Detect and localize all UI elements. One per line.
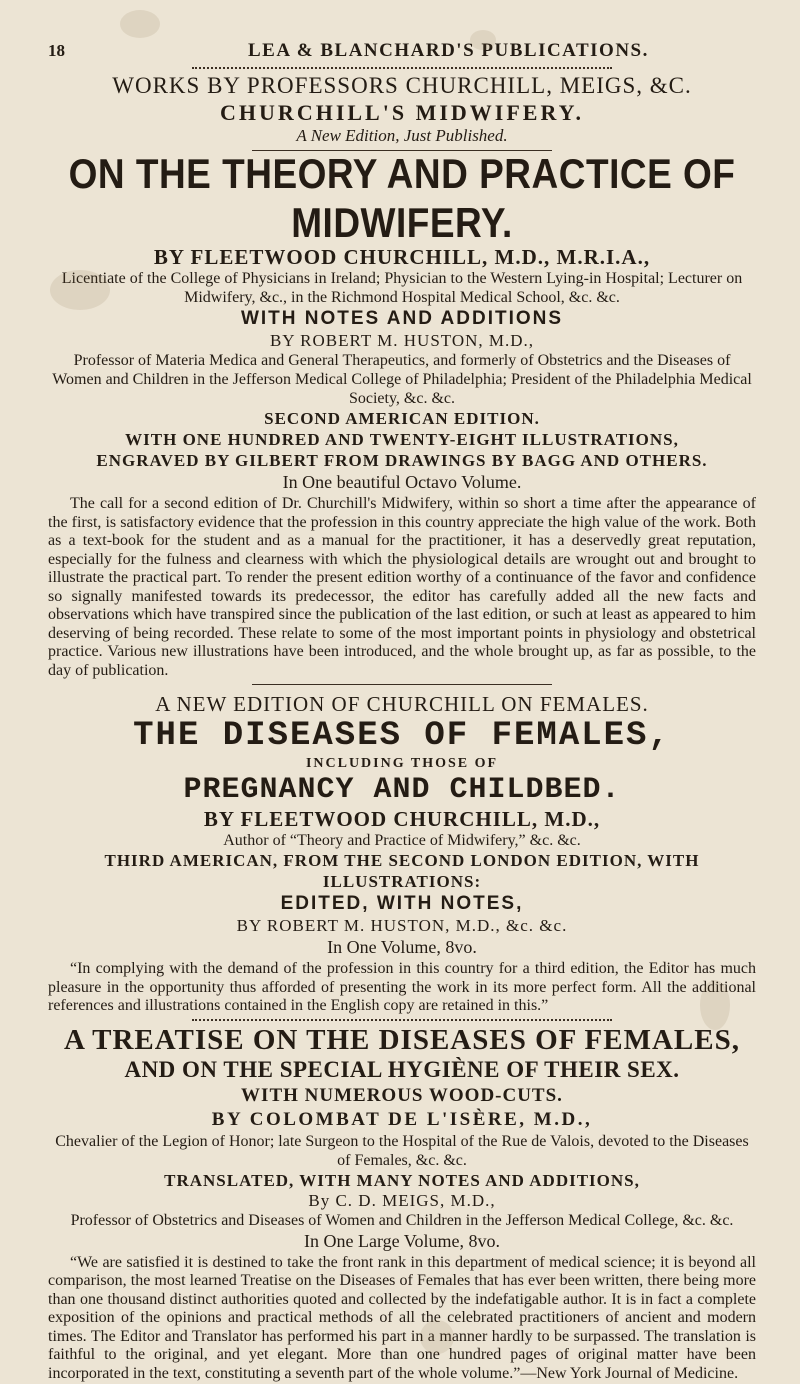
author-credentials: Licentiate of the College of Physicians in Ireland; Physician to the Western Lying-in Hospital; Lecturer on Midwifery, &c., in the Richmond Hospital Medical School, &c. &c.	[61, 270, 743, 306]
midwifery-listing	[48, 100, 756, 680]
author-note: Author of “Theory and Practice of Midwifery,” &c. &c.	[223, 832, 581, 849]
editor-line: BY ROBERT M. HUSTON, M.D.,	[269, 331, 535, 350]
illustrations-line: WITH ONE HUNDRED AND TWENTY-EIGHT ILLUSTRATIONS,	[125, 430, 679, 449]
edition-line: THIRD AMERICAN, FROM THE SECOND LONDON EDITION, WITH ILLUSTRATIONS:	[104, 851, 700, 891]
works-heading: WORKS BY PROFESSORS CHURCHILL, MEIGS, &C.	[112, 73, 692, 98]
section-title: CHURCHILL'S MIDWIFERY.	[220, 100, 584, 125]
editor-line: BY ROBERT M. HUSTON, M.D., &c. &c.	[236, 916, 568, 935]
volume-line: In One beautiful Octavo Volume.	[282, 472, 522, 492]
paper-stain	[420, 1320, 454, 1354]
publisher-name: LEA & BLANCHARD'S PUBLICATIONS.	[248, 40, 649, 61]
paper-stain	[50, 270, 110, 310]
with-notes-line: WITH NOTES AND ADDITIONS	[240, 308, 564, 329]
book-title: A TREATISE ON THE DISEASES OF FEMALES,	[64, 1023, 740, 1056]
volume-line: In One Volume, 8vo.	[327, 937, 477, 957]
paper-stain	[700, 980, 730, 1030]
book-description: The call for a second edition of Dr. Churchill's Midwifery, within so short a time after the appearance of the first, is satisfactory evidence that the profession in this country appreciate the high value of the work. Both as a text-book for the student and as a manual for the practitioner, it has a deservedly great reputation, especially for the fulness and clearness with which the physiological details are wrought out and brought to illustrate the practical part. To render the present edition worthy of a continuance of the favor and confidence so signally manifested towards its predecessor, the editor has carefully added all the new facts and observations which have transpired since the publication of the last edition, or such at least as appeared to him deserving of being recorded. These relate to some of the most important points in physiology and obstetrical practice. Various new illustrations have been introduced, and the whole brought up, as far as possible, to the day of publication.	[48, 495, 756, 679]
author-line: BY FLEETWOOD CHURCHILL, M.D.,	[203, 807, 601, 831]
paper-stain	[120, 10, 160, 38]
ornamental-rule	[192, 67, 612, 69]
paper-stain	[470, 30, 496, 50]
ornamental-rule	[192, 1019, 612, 1021]
divider	[252, 684, 552, 685]
including-line: INCLUDING THOSE OF	[305, 756, 499, 771]
edited-line: EDITED, WITH NOTES,	[280, 893, 524, 914]
editor-credentials: Professor of Materia Medica and General Therapeutics, and formerly of Obstetrics and the Diseases of Women and Children in the Jefferson Medical College of Philadelphia; President of the Philadelphia Medical Society, &c. &c.	[52, 352, 752, 407]
translated-line: TRANSLATED, WITH MANY NOTES AND ADDITIONS,	[164, 1170, 640, 1190]
females-listing	[48, 691, 756, 1016]
review-quote: “We are satisfied it is destined to take the front rank in this department of medical science; it is beyond all comparison, the most learned Treatise on the Diseases of Females that has ever been written, there being more than one thousand distinct authorities quoted and collected by the indefatigable author. It is in fact a complete exposition of the opinions and practical methods of all the celebrated practitioners of ancient and modern times. The Editor and Translator has performed his part in a manner hardly to be surpassed. The translation is faithful to the original, and yet elegant. More than one hundred pages of original matter have been incorporated in the text, constituting a seventh part of the whole volume.”—New York Journal of Medicine.	[48, 1253, 756, 1382]
edition-line: SECOND AMERICAN EDITION.	[264, 409, 540, 428]
author-credentials: Chevalier of the Legion of Honor; late Surgeon to the Hospital of the Rue de Valois, devoted to the Diseases of Females, &c. &c.	[55, 1132, 749, 1169]
listing-heading: A NEW EDITION OF CHURCHILL ON FEMALES.	[155, 692, 649, 716]
book-title: ON THE THEORY AND PRACTICE OF MIDWIFERY.	[68, 150, 736, 247]
treatise-listing	[48, 1024, 756, 1384]
woodcuts-line: WITH NUMEROUS WOOD-CUTS.	[241, 1084, 563, 1106]
page-number: 18	[48, 41, 65, 60]
book-subtitle: AND ON THE SPECIAL HYGIÈNE OF THEIR SEX.	[124, 1056, 680, 1082]
running-header	[48, 40, 756, 64]
book-title: THE DISEASES OF FEMALES,	[133, 717, 671, 755]
book-subtitle: PREGNANCY AND CHILDBED.	[183, 773, 621, 807]
translator-line: By C. D. MEIGS, M.D.,	[308, 1190, 496, 1210]
volume-line: In One Large Volume, 8vo.	[304, 1230, 500, 1251]
engraved-line: ENGRAVED BY GILBERT FROM DRAWINGS BY BAGG AND OTHERS.	[96, 451, 708, 470]
new-edition-note: A New Edition, Just Published.	[296, 126, 508, 145]
translator-credentials: Professor of Obstetrics and Diseases of Women and Children in the Jefferson Medical College, &c. &c.	[70, 1211, 734, 1229]
author-line: BY FLEETWOOD CHURCHILL, M.D., M.R.I.A.,	[153, 245, 651, 269]
editor-quote: “In complying with the demand of the profession in this country for a third edition, the Editor has much pleasure in the opportunity thus afforded of presenting the work in its more perfect form. All the additional references and illustrations contained in the English copy are retained in this.”	[48, 960, 756, 1014]
author-line: BY COLOMBAT DE L'ISÈRE, M.D.,	[211, 1108, 593, 1130]
